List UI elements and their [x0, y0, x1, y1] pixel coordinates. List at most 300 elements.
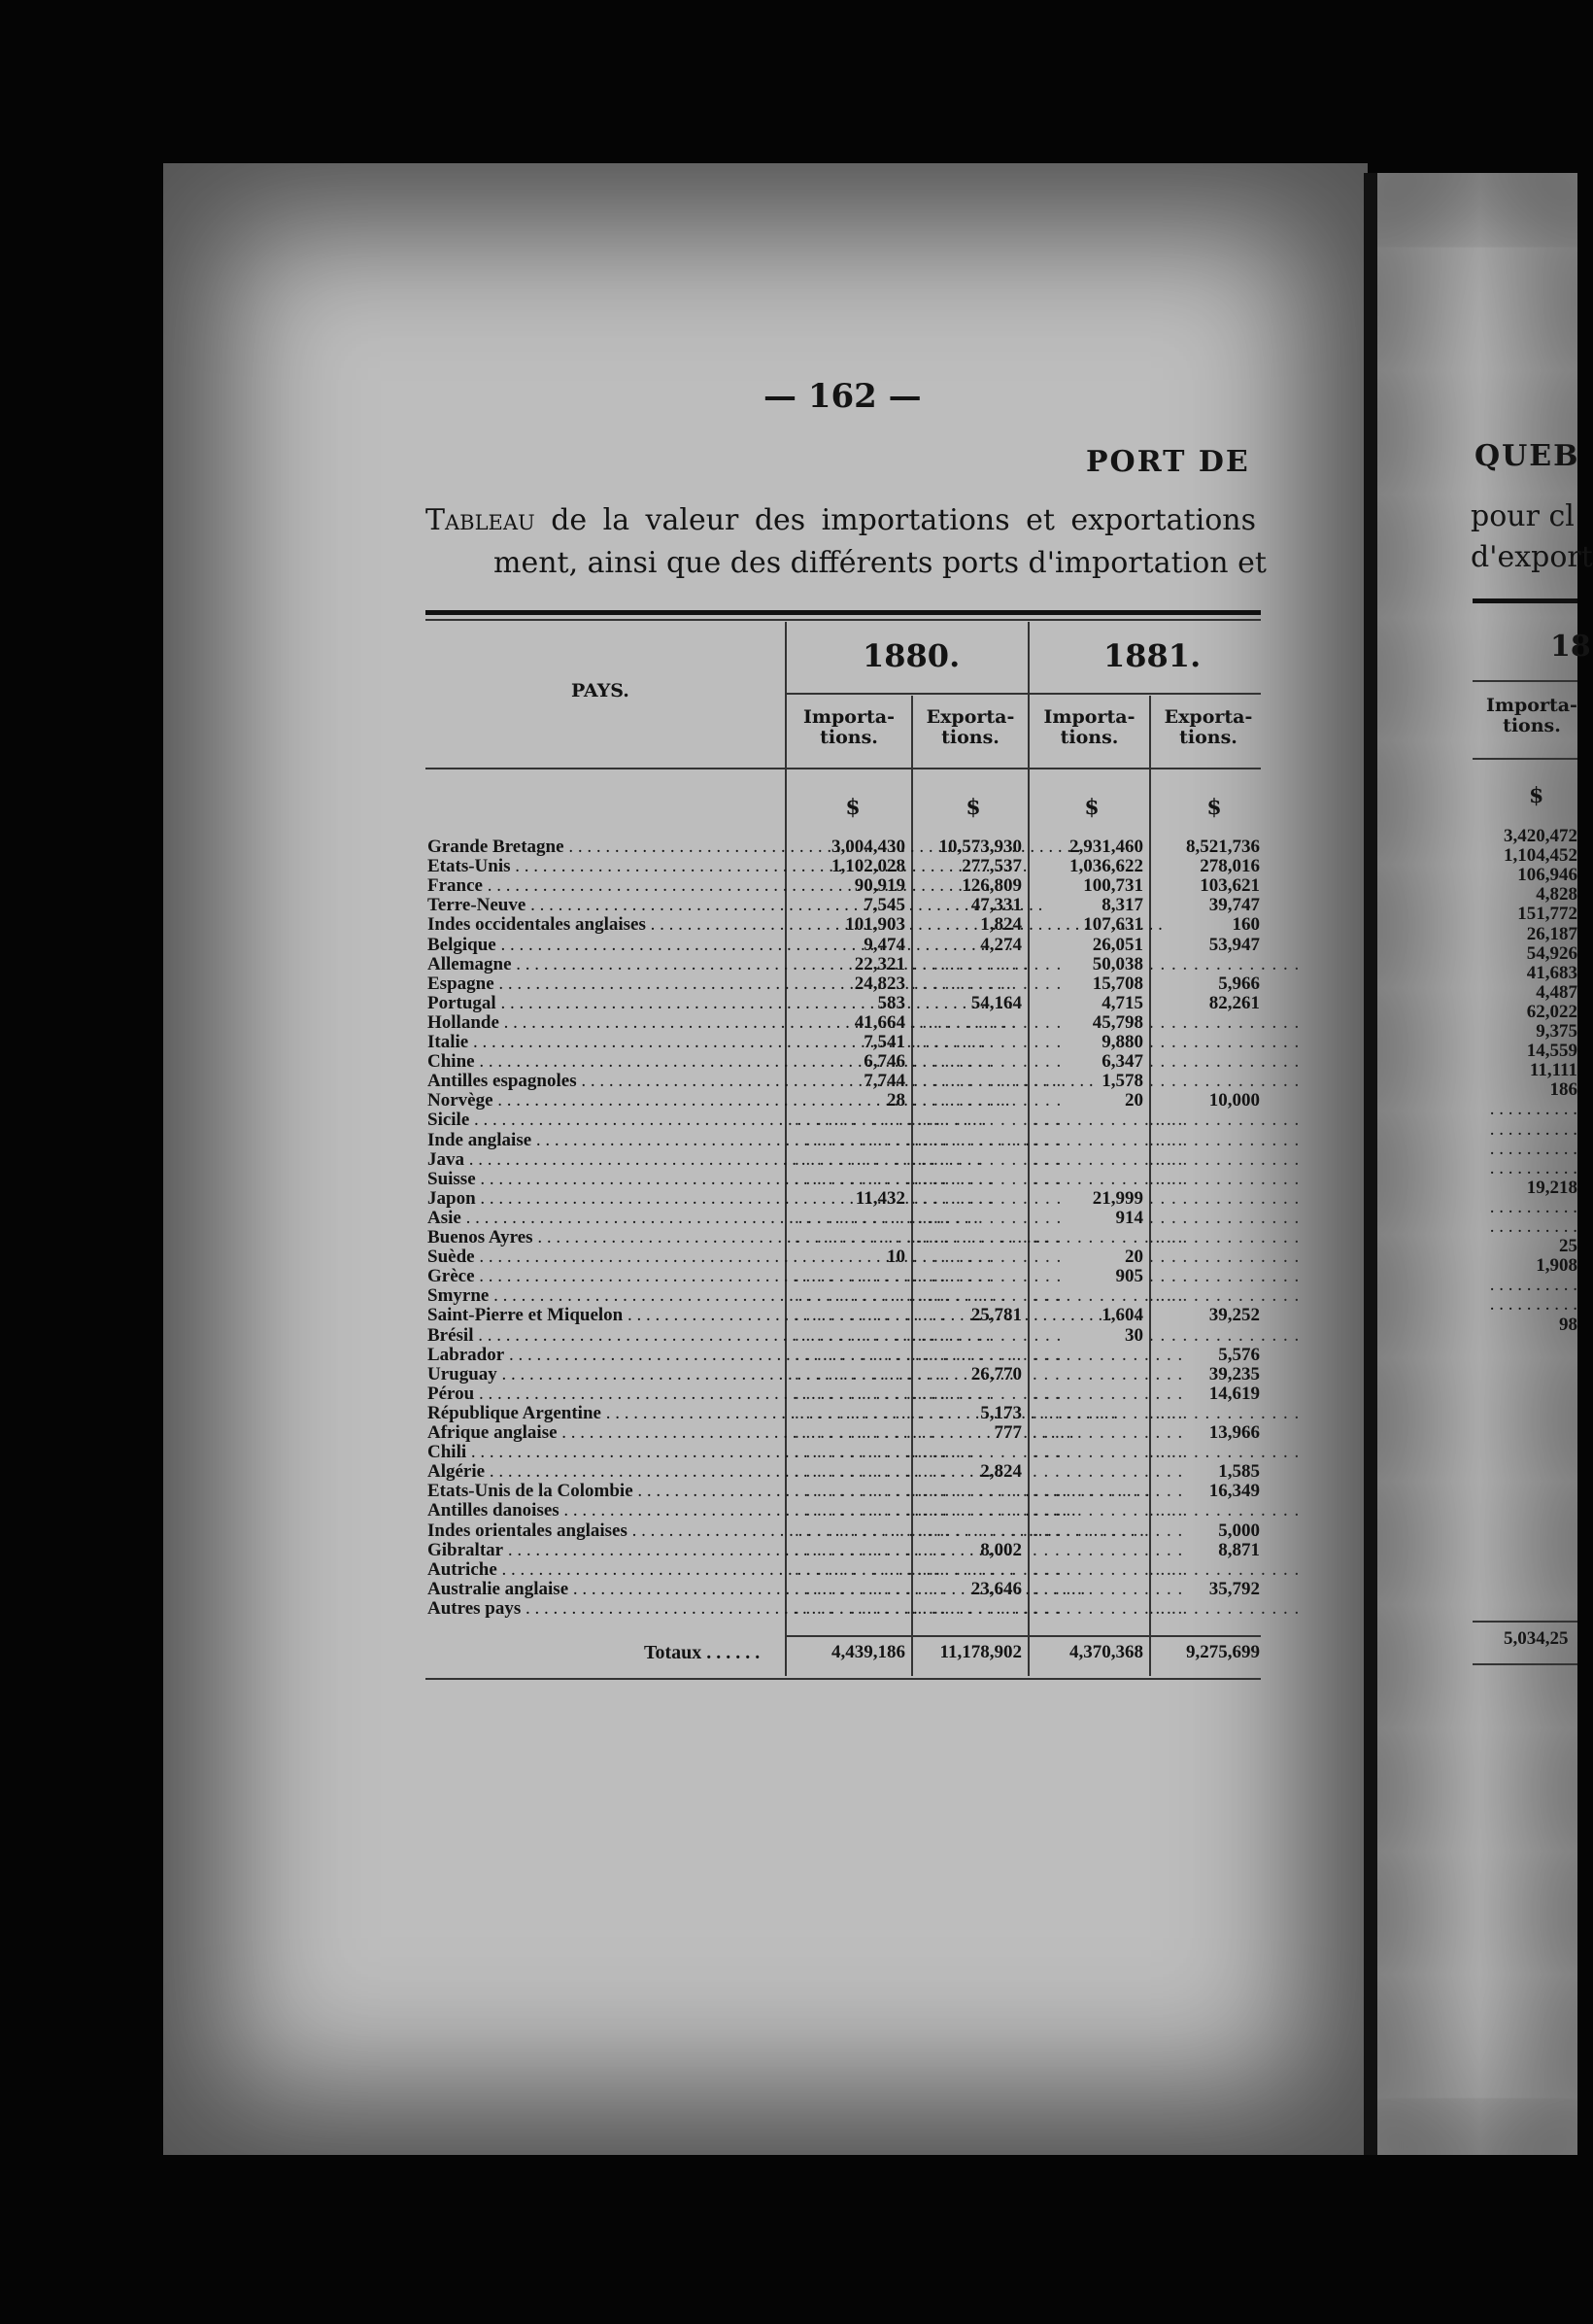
right-page-year-rule [1473, 680, 1577, 682]
total-exports-1880: 11,178,902 [939, 1642, 1022, 1662]
country-name: Italie . . . [427, 1033, 785, 1052]
dot-leader: . . . . . . . . . . . . . . [795, 1521, 946, 1541]
value-cell: 277,537 [962, 856, 1022, 876]
value-cell: 8,521,736 [1186, 837, 1260, 857]
country-name: Saint-Pierre et Miquelon . . . [427, 1306, 785, 1325]
dot-leader: . . . . . . . . . . [1489, 1158, 1577, 1179]
value-cell: 3,004,430 [831, 837, 905, 857]
country-name: Allemagne . . . [427, 955, 785, 974]
country-name: Afrique anglaise . . . [427, 1423, 785, 1443]
table-title-line1 [425, 503, 1256, 537]
dot-leader: . . . . . . . . . . [1489, 1294, 1577, 1315]
dot-leader: . . . . . . . . . . . . . . [795, 1345, 946, 1365]
year-1881: 1881. [1103, 637, 1202, 674]
value-cell: 21,999 [1092, 1188, 1143, 1209]
country-name: Antilles espagnoles . . . [427, 1072, 785, 1091]
right-page-value: 62,022 [1526, 1002, 1577, 1022]
value-cell: 82,261 [1208, 993, 1260, 1013]
dot-leader: . . . . . . . . . . . . . . [1033, 1521, 1184, 1541]
dot-leader: . . . . . . . . . . . . . . [911, 1325, 1063, 1346]
dot-leader: . . . . . . . . . . . . . . [1149, 1110, 1301, 1130]
total-imports-1881: 4,370,368 [1069, 1642, 1143, 1662]
table-top-rule-thin [425, 619, 1261, 621]
table-row [427, 837, 1263, 857]
table-bottom-rule [425, 1678, 1261, 1680]
value-cell: 30 [1125, 1325, 1143, 1346]
country-name: Chili . . . [427, 1443, 785, 1462]
dot-leader: . . . . . . . . . . . . . . [911, 1442, 1063, 1462]
dot-leader: . . . . . . . . . . . . . . [911, 954, 1063, 974]
right-page-value: 14,559 [1526, 1041, 1577, 1061]
dot-leader: . . . . . . . . . . . . . . [1033, 1461, 1184, 1482]
dot-leader: . . . . . . . . . . . . . . [911, 1266, 1063, 1286]
country-name: Terre-Neuve . . . [427, 896, 785, 915]
table-row [427, 1365, 1263, 1384]
table-row [427, 1266, 1301, 1286]
table-row [427, 1442, 1301, 1462]
table-row [427, 1306, 1263, 1325]
value-cell: 4,715 [1102, 993, 1143, 1013]
totals-label-text: Totaux [644, 1642, 702, 1663]
value-cell: 160 [1232, 914, 1260, 935]
dot-leader: . . . . . . . . . . . . . . [1149, 1012, 1301, 1033]
value-cell: 9,474 [864, 935, 905, 955]
value-cell: 26,770 [970, 1364, 1022, 1384]
dot-leader: . . . . . . . . . . . . . . [911, 974, 1063, 994]
value-cell: 1,102,028 [831, 856, 905, 876]
dot-leader: . . . . . . . . . . . . . . [1149, 1325, 1301, 1346]
year-1880: 1880. [863, 637, 961, 674]
value-cell: 5,000 [1218, 1521, 1260, 1541]
dot-leader: . . . . . . . . . . . . . . [1149, 1130, 1301, 1150]
country-name: Autriche . . . [427, 1560, 785, 1580]
dot-leader: . . . . . . . . . . . . . . [911, 1559, 1063, 1580]
dot-leader: . . . . . . . . . . . . . . [911, 1090, 1063, 1111]
table-row [427, 1032, 1301, 1052]
country-name: Antilles danoises . . . [427, 1501, 785, 1521]
right-page-totals-rule [1473, 1621, 1577, 1623]
right-page-value: 1,908 [1536, 1255, 1577, 1276]
dot-leader: . . . . . . . . . . . . . . [795, 1500, 946, 1521]
country-name: République Argentine . . . [427, 1404, 785, 1423]
table-row [427, 1384, 1263, 1404]
table-row [427, 1423, 1263, 1443]
dot-leader: . . . . . . . . . . . . . . [1033, 1149, 1184, 1170]
dot-leader: . . . . . . . . . . . . . . [911, 1247, 1063, 1267]
table-row [427, 896, 1263, 915]
title-word: la [602, 503, 630, 537]
title-word: importations [821, 503, 1010, 537]
right-page-title-line2: d'export [1471, 540, 1593, 574]
dot-leader: . . . . . . . . . . . . . . [795, 1540, 946, 1560]
dot-leader: . . . . . . . . . . . . . . [1149, 1559, 1301, 1580]
value-cell: 25,781 [970, 1305, 1022, 1325]
dot-leader: . . . . . . . . . . . . . . [911, 1071, 1063, 1091]
totals-top-rule [785, 1635, 1261, 1637]
table-row [427, 936, 1263, 955]
dot-leader: . . . . . . . . . . . . . . [1033, 1364, 1184, 1384]
country-name: Suisse . . . [427, 1170, 785, 1189]
dot-leader: . . . . . . . . . . . . . . [795, 1266, 946, 1286]
right-page-value: 41,683 [1526, 963, 1577, 983]
value-cell: 54,164 [970, 993, 1022, 1013]
value-cell: 24,823 [854, 974, 905, 994]
right-page-value: 98 [1559, 1315, 1577, 1335]
dot-leader: . . . . . . . . . . . . . . [1033, 1540, 1184, 1560]
value-cell: 23,646 [970, 1579, 1022, 1599]
value-cell: 7,541 [864, 1032, 905, 1052]
value-cell: 8,317 [1102, 895, 1143, 915]
dot-leader: . . . . . . . . . . . . . . [911, 1481, 1063, 1501]
value-cell: 5,173 [980, 1403, 1022, 1423]
value-cell: 11,432 [855, 1188, 905, 1209]
dot-leader: . . . . . . . . . . [1489, 1216, 1577, 1237]
value-cell: 53,947 [1208, 935, 1260, 955]
dot-leader: . . . . . . . . . . . . . . [911, 1598, 1063, 1619]
table-row [427, 1346, 1263, 1365]
dot-leader: . . . . . . . . . . . . . . [1149, 1500, 1301, 1521]
currency-symbol: $ [845, 795, 861, 820]
right-page-value: 1,104,452 [1504, 845, 1577, 866]
value-cell: 1,604 [1102, 1305, 1143, 1325]
table-row [427, 1110, 1301, 1130]
value-cell: 10,573,930 [938, 837, 1022, 857]
dot-leader: . . . . . . . . . . . . . . [1149, 1149, 1301, 1170]
table-row [427, 1012, 1301, 1033]
currency-symbol: $ [1206, 795, 1222, 820]
dot-leader: . . . . . . . . . . . . . . [795, 1305, 946, 1325]
value-cell: 39,235 [1208, 1364, 1260, 1384]
dot-leader: . . . . . . . . . . . . . . [1033, 1500, 1184, 1521]
right-page-value: 54,926 [1526, 943, 1577, 964]
dot-leader: . . . . . . . . . . . . . . [911, 1521, 1063, 1541]
table-row [427, 1521, 1263, 1541]
value-cell: 4,274 [980, 935, 1022, 955]
value-cell: 14,619 [1208, 1384, 1260, 1404]
table-row [427, 1227, 1301, 1247]
right-page-top-rule [1473, 598, 1577, 603]
value-cell: 9,880 [1102, 1032, 1143, 1052]
dot-leader: . . . . . . . . . . . . . . [1033, 1422, 1184, 1443]
dot-leader: . . . . . . . . . . . . . . [1149, 1169, 1301, 1189]
dot-leader: . . . . . . . . . . . . . . [911, 1285, 1063, 1306]
table-title-line2: ment, ainsi que des différents ports d'importation et [493, 546, 1267, 580]
title-prefix: Tableau [425, 503, 535, 537]
col-header-imports-1881: Importa- tions. [1043, 706, 1135, 748]
dot-leader: . . . . . . . . . . . . . . [795, 1559, 946, 1580]
value-cell: 777 [994, 1422, 1022, 1443]
table-row [427, 915, 1263, 935]
dot-leader: . . . . . . . . . . . . . . [1149, 954, 1301, 974]
right-page-currency: $ [1529, 783, 1544, 808]
country-name: Sicile . . . [427, 1111, 785, 1130]
title-word: valeur [645, 503, 739, 537]
dot-leader: . . . . . . . . . . . . . . [1033, 1403, 1184, 1423]
dot-leader: . . . . . . . . . . . . . . [1033, 1559, 1184, 1580]
dot-leader: . . . . . . . . . . . . . . [911, 1384, 1063, 1404]
country-name: Australie anglaise . . . [427, 1580, 785, 1599]
dot-leader: . . . . . . . . . . . . . . [1149, 1285, 1301, 1306]
dot-leader: . . . . . . . . . . . . . . [795, 1461, 946, 1482]
table-top-rule [425, 610, 1261, 615]
country-name: Etats-Unis . . . [427, 857, 785, 876]
table-row [427, 1285, 1301, 1306]
value-cell: 10 [887, 1247, 905, 1267]
dot-leader: . . . . . . . . . . . . . . [1149, 1247, 1301, 1267]
value-cell: 50,038 [1092, 954, 1143, 974]
value-cell: 6,347 [1102, 1051, 1143, 1072]
right-page-value: 26,187 [1526, 924, 1577, 944]
dot-leader: . . . . . . . . . . [1489, 1099, 1577, 1119]
table-row [427, 1403, 1301, 1423]
right-page-value: 19,218 [1526, 1178, 1577, 1198]
dot-leader: . . . . . . . . . . . . . . [1149, 1208, 1301, 1228]
value-cell: 278,016 [1200, 856, 1260, 876]
dot-leader: . . . . . . . . . . . . . . [795, 1227, 946, 1247]
dot-leader: . . . . . . . . . . . . . . [795, 1149, 946, 1170]
country-name: Etats-Unis de la Colombie . . . [427, 1482, 785, 1501]
dot-leader: . . . . . . . . . . . . . . [1033, 1227, 1184, 1247]
dot-leader: . . . . . . . . . . [1489, 1139, 1577, 1159]
dot-leader: . . . . . . . . . . . . . . [911, 1500, 1063, 1521]
dot-leader: . . . . . . . . . . . . . . [795, 1325, 946, 1346]
country-name: Belgique . . . [427, 936, 785, 955]
right-page-header-rule [1473, 758, 1577, 760]
dot-leader: . . . . . . . . . . . . . . [795, 1130, 946, 1150]
value-cell: 107,631 [1083, 914, 1143, 935]
dot-leader: . . . . . . . . . . . . . . [1149, 1071, 1301, 1091]
dot-leader: . . . . . . . . . . . . . . [1033, 1384, 1184, 1404]
value-cell: 7,545 [864, 895, 905, 915]
title-word: et [1026, 503, 1055, 537]
country-name: Pérou . . . [427, 1384, 785, 1404]
value-cell: 90,919 [854, 875, 905, 896]
value-cell: 100,731 [1083, 875, 1143, 896]
right-page-value: 25 [1559, 1236, 1577, 1256]
dot-leader: . . . . . . . . . . . . . . [911, 1149, 1063, 1170]
dot-leader: . . . . . . . . . . . . . . [795, 1169, 946, 1189]
value-cell: 2,931,460 [1069, 837, 1143, 857]
value-cell: 7,744 [864, 1071, 905, 1091]
right-page-total: 5,034,25 [1504, 1628, 1569, 1649]
value-cell: 8,002 [980, 1540, 1022, 1560]
dot-leader: . . . . . . . . . . . . . . [911, 1130, 1063, 1150]
right-page-title-line1: pour cl [1471, 499, 1575, 533]
dot-leader: . . . . . . . . . . . . . . [911, 1012, 1063, 1033]
value-cell: 28 [887, 1090, 905, 1111]
dot-leader: . . . . . . . . . . . . . . [1033, 1481, 1184, 1501]
dot-leader: . . . . . . . . . . . . . . [1033, 1442, 1184, 1462]
country-name: Indes orientales anglaises . . . [427, 1521, 785, 1541]
table-row [427, 1580, 1263, 1599]
dot-leader: . . . . . . . . . . . . . . [1149, 1403, 1301, 1423]
dot-leader: . . . . . . . . . . . . . . [1033, 1598, 1184, 1619]
total-imports-1880: 4,439,186 [831, 1642, 905, 1662]
value-cell: 35,792 [1208, 1579, 1260, 1599]
value-cell: 10,000 [1208, 1090, 1260, 1111]
value-cell: 2,824 [980, 1461, 1022, 1482]
value-cell: 16,349 [1208, 1481, 1260, 1501]
country-name: Gibraltar . . . [427, 1541, 785, 1560]
col-header-exports-1881: Exporta- tions. [1164, 706, 1253, 748]
right-page-value: 4,487 [1536, 982, 1577, 1003]
country-name: Algérie . . . [427, 1462, 785, 1482]
dot-leader: . . . . . . . . . . . . . . [795, 1422, 946, 1443]
table-row [427, 1325, 1301, 1346]
value-cell: 101,903 [845, 914, 905, 935]
table-row [427, 1500, 1301, 1521]
value-cell: 47,331 [970, 895, 1022, 915]
table-row [427, 1598, 1301, 1619]
dot-leader: . . . . . . . . . . . . . . [795, 1579, 946, 1599]
table-row [427, 1541, 1263, 1560]
table-row [427, 1149, 1301, 1170]
dot-leader: . . . . . . . . . . . . . . [1033, 1169, 1184, 1189]
country-name: Labrador . . . [427, 1346, 785, 1365]
table-row [427, 994, 1263, 1013]
port-header: PORT DE [1086, 445, 1250, 479]
table-row [427, 1208, 1301, 1228]
value-cell: 5,966 [1218, 974, 1260, 994]
right-page-header: QUEB [1474, 439, 1580, 473]
table-row [427, 1482, 1263, 1501]
dot-leader: . . . . . . . . . . . . . . [1149, 1266, 1301, 1286]
right-page-value: 106,946 [1517, 865, 1577, 885]
table-row [427, 1130, 1301, 1150]
pays-header: PAYS. [571, 680, 629, 701]
page-number: — 162 — [763, 377, 922, 416]
table-row [427, 857, 1263, 876]
totals-label: Totaux . . . . . . [644, 1642, 761, 1663]
value-cell: 22,321 [854, 954, 905, 974]
table-row [427, 1247, 1301, 1267]
dot-leader: . . . . . . . . . . . . . . [911, 1032, 1063, 1052]
country-name: Uruguay . . . [427, 1365, 785, 1384]
value-cell: 39,747 [1208, 895, 1260, 915]
table-row [427, 1188, 1301, 1209]
value-cell: 13,966 [1208, 1422, 1260, 1443]
right-page-year: 18 [1550, 630, 1591, 664]
country-name: Chine . . . [427, 1052, 785, 1072]
table-row [427, 1051, 1301, 1072]
country-name: Smyrne . . . [427, 1286, 785, 1306]
dot-leader: . . . . . . . . . . . . . . [795, 1442, 946, 1462]
country-name: Japon . . . [427, 1189, 785, 1209]
right-page-value: 186 [1549, 1079, 1577, 1100]
dot-leader: . . . . . . . . . . . . . . [1033, 1285, 1184, 1306]
dot-leader: . . . . . . . . . . . . . . [911, 1169, 1063, 1189]
currency-symbol: $ [1084, 795, 1100, 820]
value-cell: 905 [1115, 1266, 1143, 1286]
dot-leader: . . . . . . . . . . . . . . [1149, 1051, 1301, 1072]
country-name: Portugal . . . [427, 994, 785, 1013]
value-cell: 1,585 [1218, 1461, 1260, 1482]
country-name: Grande Bretagne . . . [427, 837, 785, 857]
dot-leader: . . . . . . . . . . . . . . [911, 1345, 1063, 1365]
value-cell: 8,871 [1218, 1540, 1260, 1560]
page-gutter [1364, 173, 1377, 2155]
country-name: Java . . . [427, 1150, 785, 1170]
value-cell: 1,036,622 [1069, 856, 1143, 876]
value-cell: 103,621 [1200, 875, 1260, 896]
dot-leader: . . . . . . . . . . . . . . [795, 1384, 946, 1404]
right-page-value: 9,375 [1536, 1021, 1577, 1042]
right-page-bottom-rule [1473, 1663, 1577, 1665]
table-row [427, 1091, 1263, 1111]
value-cell: 583 [877, 993, 905, 1013]
dot-leader: . . . . . . . . . . [1489, 1197, 1577, 1217]
country-name: Hollande . . . [427, 1013, 785, 1033]
value-cell: 914 [1115, 1208, 1143, 1228]
dot-leader: . . . . . . . . . . . . . . [795, 1403, 946, 1423]
title-word: exportations [1070, 503, 1256, 537]
dot-leader: . . . . . . . . . . . . . . [795, 1364, 946, 1384]
country-name: Buenos Ayres . . . [427, 1228, 785, 1247]
col-header-exports-1880: Exporta- tions. [926, 706, 1015, 748]
dot-leader: . . . . . . . . . . . . . . [911, 1227, 1063, 1247]
value-cell: 1,824 [980, 914, 1022, 935]
dot-leader: . . . . . . . . . . . . . . [1149, 1227, 1301, 1247]
title-word: des [754, 503, 806, 537]
dot-leader: . . . . . . . . . . . . . . [1033, 1110, 1184, 1130]
table-row [427, 876, 1263, 896]
value-cell: 20 [1125, 1090, 1143, 1111]
table-row [427, 1559, 1301, 1580]
dot-leader: . . . . . . . . . . . . . . [911, 1188, 1063, 1209]
country-name: Brésil . . . [427, 1326, 785, 1346]
dot-leader: . . . . . . . . . . . . . . [1149, 1442, 1301, 1462]
value-cell: 45,798 [1092, 1012, 1143, 1033]
value-cell: 6,746 [864, 1051, 905, 1072]
table-row [427, 1462, 1263, 1482]
dot-leader: . . . . . . . . . . . . . . [911, 1051, 1063, 1072]
dot-leader: . . . . . . . . . . . . . . [795, 1110, 946, 1130]
country-name: Inde anglaise . . . [427, 1131, 785, 1150]
table-row [427, 1169, 1301, 1189]
table-row [427, 1071, 1301, 1091]
country-name: Indes occidentales anglaises . . . [427, 915, 785, 935]
dot-leader: . . . . . . . . . . . . . . [1033, 1579, 1184, 1599]
value-cell: 41,664 [854, 1012, 905, 1033]
year-rule [787, 693, 1261, 695]
dot-leader: . . . . . . . . . . . . . . [1033, 1345, 1184, 1365]
table-row [427, 954, 1301, 974]
value-cell: 1,578 [1102, 1071, 1143, 1091]
value-cell: 126,809 [962, 875, 1022, 896]
header-bottom-rule [425, 768, 1261, 769]
dot-leader: . . . . . . . . . . . . . . [1149, 1598, 1301, 1619]
table-row [427, 974, 1263, 994]
country-name: Grèce . . . [427, 1267, 785, 1286]
dot-leader: . . . . . . . . . . . . . . [1033, 1130, 1184, 1150]
country-name: Asie . . . [427, 1209, 785, 1228]
right-page-value: 4,828 [1536, 884, 1577, 905]
dot-leader: . . . . . . . . . . . . . . [795, 1285, 946, 1306]
dot-leader: . . . . . . . . . . [1489, 1275, 1577, 1295]
country-name: Autres pays . . . [427, 1599, 785, 1619]
title-word: de [551, 503, 588, 537]
right-page-subheader: Importa- tions. [1486, 695, 1577, 736]
dot-leader: . . . . . . . . . . . . . . [795, 1481, 946, 1501]
right-page-value: 151,772 [1517, 904, 1577, 924]
value-cell: 20 [1125, 1247, 1143, 1267]
dot-leader: . . . . . . . . . . . . . . [795, 1598, 946, 1619]
dot-leader: . . . . . . . . . . . . . . [795, 1208, 946, 1228]
country-name: Espagne . . . [427, 974, 785, 994]
right-page-value: 11,111 [1529, 1060, 1577, 1080]
dot-leader: . . . . . . . . . . [1489, 1119, 1577, 1140]
country-name: France . . . [427, 876, 785, 896]
